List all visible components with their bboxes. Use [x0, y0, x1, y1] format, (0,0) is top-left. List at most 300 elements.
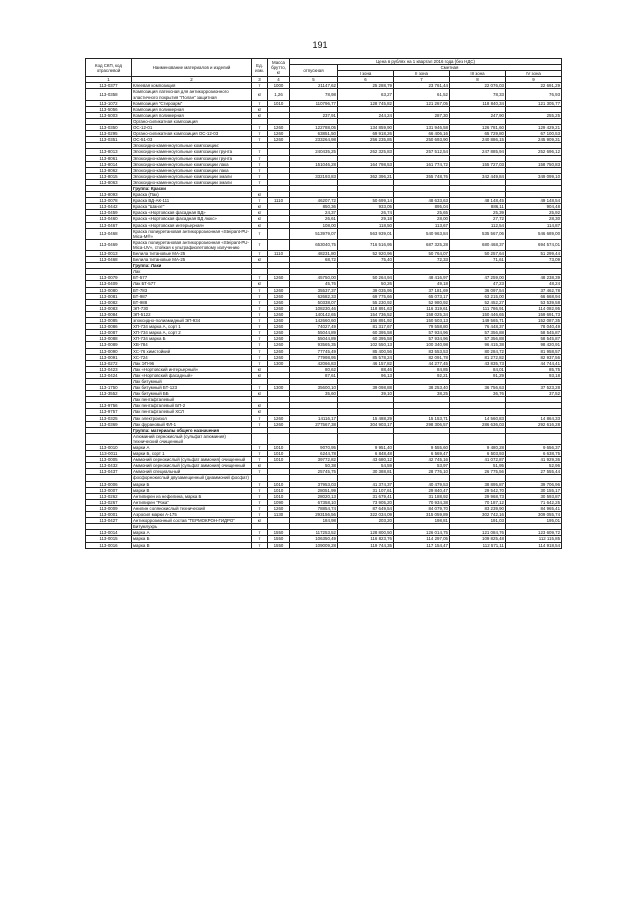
table-cell: 113-5056	[86, 106, 132, 112]
table-cell: 195,01	[506, 518, 562, 524]
table-cell: 113-0272	[86, 360, 132, 366]
table-cell	[290, 433, 338, 444]
table-cell: т	[252, 457, 268, 463]
table-cell: 158 750,83	[506, 161, 562, 167]
table-cell: 191,03	[450, 518, 506, 524]
header-unit: Ед. изм.	[252, 59, 268, 77]
table-cell: Эпоксидно-каменноугольные композиции эмали	[132, 179, 252, 185]
table-cell: кг	[252, 391, 268, 397]
table-cell: 563 939,01	[338, 228, 394, 239]
table-cell: 113-0091	[86, 354, 132, 360]
table-cell: 71,61	[450, 257, 506, 263]
table-cell: 60 395,58	[338, 336, 394, 342]
table-cell: 58 545,87	[506, 330, 562, 336]
table-cell: 113-0081	[86, 293, 132, 299]
table-cell: 1260	[268, 137, 290, 143]
table-cell: Композиция "Стироарм"	[132, 100, 252, 106]
table-cell: Лак пентафталевый ХСЛ	[132, 409, 252, 415]
table-cell: 48 238,39	[506, 275, 562, 281]
table-cell: 67 100,53	[506, 131, 562, 137]
table-cell: 47,23	[450, 281, 506, 287]
table-cell: 78854,74	[290, 505, 338, 511]
table-cell: 24,37	[290, 210, 338, 216]
table-cell: Лак пентафталевый	[132, 397, 252, 403]
table-cell: 113-8013	[86, 149, 132, 155]
table-cell: 9 656,37	[506, 445, 562, 451]
table-cell	[268, 433, 290, 444]
table-cell: Аэросил марки А-175	[132, 512, 252, 518]
table-cell: ХС-724	[132, 354, 252, 360]
table-cell: 653040,75	[290, 239, 338, 250]
table-cell: 113-0267	[86, 499, 132, 505]
table-row	[86, 228, 562, 239]
table-cell: 106350,49	[290, 536, 338, 542]
table-row	[86, 421, 562, 427]
table-cell: 73 905,20	[338, 499, 394, 505]
table-cell: т	[252, 299, 268, 305]
table-cell: 113-0089	[86, 342, 132, 348]
table-cell: кг	[252, 257, 268, 263]
table-row	[86, 161, 562, 167]
table-cell: 63 215,00	[450, 293, 506, 299]
table-cell: 70 934,38	[394, 499, 450, 505]
table-cell: ХС-76 химстойкий	[132, 348, 252, 354]
table-cell: 158 025,34	[394, 311, 450, 317]
table-cell: фосфорнокислый двузамещенный (диаммоний фосфат)	[132, 475, 252, 481]
table-cell: 83 239,90	[450, 505, 506, 511]
table-cell: кг	[252, 372, 268, 378]
table-cell: т	[252, 415, 268, 421]
table-cell: 57 934,96	[394, 330, 450, 336]
table-cell: 1260	[268, 293, 290, 299]
table-cell: 113-0377	[86, 83, 132, 89]
table-cell: Лак битумный БТ-123	[132, 385, 252, 391]
table-cell: 154 736,52	[338, 311, 394, 317]
table-cell: 39,10	[338, 391, 394, 397]
table-cell: 119 744,35	[338, 542, 394, 548]
table-cell: 126 014,75	[394, 530, 450, 536]
table-row	[86, 198, 562, 204]
table-cell: Композиция полимерная	[132, 106, 252, 112]
table-cell: 52,96	[506, 463, 562, 469]
table-cell: 71 642,25	[506, 499, 562, 505]
table-cell: 113-0078	[86, 198, 132, 204]
table-cell: 40 479,53	[394, 481, 450, 487]
table-cell: 113-9757	[86, 409, 132, 415]
table-cell: 117 154,47	[394, 542, 450, 548]
table-cell: Алюминий сернокислый (сульфат алюминия) технический очищенный	[132, 433, 252, 444]
table-cell: 77745,49	[290, 348, 338, 354]
table-cell: 1010	[268, 451, 290, 457]
table-cell: Антикоррозионный состав "ТЕРМОКРОН-ГИДРО"	[132, 518, 252, 524]
table-cell: ХВ-784	[132, 342, 252, 348]
table-cell: 247 885,94	[450, 149, 506, 155]
table-cell: т	[252, 125, 268, 131]
table-cell: 29 542,70	[450, 487, 506, 493]
table-cell: 113-0011	[86, 451, 132, 457]
table-cell: 245 909,31	[506, 137, 562, 143]
table-cell: Группа: материалы общего назначения	[132, 427, 252, 433]
table-cell: 48231,80	[290, 251, 338, 257]
table-cell	[252, 433, 268, 444]
table-cell: т	[252, 251, 268, 257]
table-cell: Лак «Нортовский интерьерный»	[132, 366, 252, 372]
table-cell: 535 567,06	[450, 228, 506, 239]
table-cell: 113-0090	[86, 348, 132, 354]
table-cell: 82 937,56	[506, 354, 562, 360]
table-cell	[394, 433, 450, 444]
table-cell: кг	[252, 222, 268, 228]
table-cell: кг	[252, 281, 268, 287]
table-cell: 45,76	[290, 281, 338, 287]
table-cell: 349 099,10	[506, 173, 562, 179]
table-cell: Лак битумный ББ	[132, 391, 252, 397]
table-cell: 9070,95	[290, 445, 338, 451]
table-cell: т	[252, 385, 268, 391]
table-cell: 151046,28	[290, 161, 338, 167]
table-cell: Краска полиуретановая антикоррозионная «Steipant-PU-Mica-M®»	[132, 228, 252, 239]
table-cell: 81 958,57	[506, 348, 562, 354]
table-cell: Композиция полимерная	[132, 112, 252, 118]
table-cell: т	[252, 469, 268, 475]
table-cell: 30 388,81	[338, 469, 394, 475]
table-cell: 113-0369	[86, 421, 132, 427]
table-cell: 184,98	[290, 518, 338, 524]
table-row	[86, 457, 562, 463]
table-cell: Белила титановые МА-25	[132, 257, 252, 263]
table-cell: 1550	[268, 530, 290, 536]
table-cell: 39 098,88	[338, 385, 394, 391]
table-cell: марки Б	[132, 481, 252, 487]
table-cell: 140142,65	[290, 311, 338, 317]
table-cell: 694 574,01	[506, 239, 562, 250]
table-cell	[506, 433, 562, 444]
table-cell: 1110	[268, 198, 290, 204]
table-cell: Антипирен из нефелина, марка Б	[132, 493, 252, 499]
table-row	[86, 222, 562, 228]
table-cell: т	[252, 330, 268, 336]
table-cell: марка В	[132, 542, 252, 548]
table-cell: 43 835,73	[450, 360, 506, 366]
table-cell: эпоксидно-полиамидный ЭП-934	[132, 318, 252, 324]
table-cell: 112,54	[450, 222, 506, 228]
table-cell: 113-0468	[86, 257, 132, 263]
table-cell: 257 512,54	[394, 149, 450, 155]
table-cell: 113-0014	[86, 530, 132, 536]
table-cell: 108,00	[290, 222, 338, 228]
table-cell: 37953,03	[290, 481, 338, 487]
table-cell: 113-0358	[86, 89, 132, 100]
price-table	[85, 58, 562, 549]
table-cell: т	[252, 83, 268, 89]
table-cell: 1300	[268, 385, 290, 391]
table-cell: 240 886,15	[450, 137, 506, 143]
table-cell: 237,91	[290, 112, 338, 118]
table-cell: т	[252, 348, 268, 354]
table-cell: 51,95	[450, 463, 506, 469]
table-cell: 304 903,17	[338, 421, 394, 427]
table-cell: 113-0086	[86, 324, 132, 330]
table-cell: 50 764,07	[394, 251, 450, 257]
table-cell: 113-0007	[86, 487, 132, 493]
table-cell: т	[252, 451, 268, 457]
table-cell: 109009,28	[290, 542, 338, 548]
table-cell: 48 148,45	[450, 198, 506, 204]
table-row	[86, 542, 562, 548]
table-cell: 57 356,88	[450, 336, 506, 342]
table-cell: Органо-силикатная композиция	[132, 118, 252, 124]
table-cell: 82 091,78	[394, 354, 450, 360]
table-cell: Клеевая композиция	[132, 83, 252, 89]
table-cell: 332193,83	[290, 173, 338, 179]
table-cell: марки Б, сорт 1	[132, 451, 252, 457]
table-cell: 37 181,69	[394, 287, 450, 293]
table-row	[86, 239, 562, 250]
table-cell: 113-9756	[86, 403, 132, 409]
table-cell: ХП-734 марка А, сорт 1	[132, 324, 252, 330]
table-cell: 27 555,44	[506, 469, 562, 475]
table-cell: 113-8015	[86, 173, 132, 179]
table-cell: 88,46	[338, 366, 394, 372]
table-cell: кг	[252, 463, 268, 469]
table-cell: БТ-988	[132, 299, 252, 305]
table-cell: Аммоний специальный	[132, 469, 252, 475]
table-cell: 78,33	[450, 89, 506, 100]
table-cell: марка Б	[132, 536, 252, 542]
table-cell: 687 325,28	[394, 239, 450, 250]
table-row	[86, 89, 562, 100]
table-cell: 76,93	[506, 89, 562, 100]
table-cell: 81 317,67	[338, 324, 394, 330]
table-cell: Краска полиуретановая антикоррозионная «Steipant-PU-Mica-UV», стойкая к ультрафиолетовому излучению	[132, 239, 252, 250]
table-cell: 113-0015	[86, 536, 132, 542]
table-cell: 113-0427	[86, 518, 132, 524]
table-cell: т	[252, 137, 268, 143]
table-cell: Анилин солянокислый технический	[132, 505, 252, 511]
table-cell: 113-0469	[86, 239, 132, 250]
table-row	[86, 505, 562, 511]
table-cell: 114 297,05	[394, 536, 450, 542]
table-cell: Краска ВД-АК-111	[132, 198, 252, 204]
table-cell: 42 745,16	[394, 457, 450, 463]
table-cell: 100 340,98	[394, 342, 450, 348]
table-cell: 70 187,12	[450, 499, 506, 505]
table-cell: 108230,46	[290, 305, 338, 311]
table-cell: 1260	[268, 336, 290, 342]
table-row	[86, 469, 562, 475]
table-cell: 292 616,28	[506, 421, 562, 427]
table-cell: 87,61	[290, 372, 338, 378]
table-cell: 67358,10	[290, 499, 338, 505]
table-cell: 117253,52	[290, 530, 338, 536]
table-cell: 26,74	[338, 210, 394, 216]
table-cell: 29 840,47	[394, 487, 450, 493]
table-cell: 250 693,90	[394, 137, 450, 143]
table-cell: кг	[252, 204, 268, 210]
table-cell: 28051,99	[290, 487, 338, 493]
table-cell: 342 449,84	[450, 173, 506, 179]
table-cell: 113-0468	[86, 228, 132, 239]
table-cell: 53,97	[394, 463, 450, 469]
table-cell: Лак битумный	[132, 378, 252, 384]
table-cell: 164 798,53	[338, 161, 394, 167]
header-code: Код СКП, код отраслевой	[86, 59, 132, 77]
table-cell: 113-0005	[86, 457, 132, 463]
header-zone-4: IV зона	[506, 71, 562, 77]
table-cell: 1260	[268, 324, 290, 330]
table-cell: 1010	[268, 481, 290, 487]
table-cell: Лак ЭП-96	[132, 360, 252, 366]
table-cell: 546 689,00	[506, 228, 562, 239]
table-cell: 75,40	[338, 257, 394, 263]
table-cell: 52 920,96	[338, 251, 394, 257]
table-cell: 1260	[268, 299, 290, 305]
table-cell: 50,26	[338, 281, 394, 287]
table-cell: 113-0013	[86, 251, 132, 257]
table-cell: 1110	[268, 251, 290, 257]
table-cell: 240435,25	[290, 149, 338, 155]
table-cell: марки А	[132, 445, 252, 451]
table-cell: 46207,72	[290, 198, 338, 204]
table-cell: 52 980,92	[394, 299, 450, 305]
table-cell: Эпоксидно-каменноугольные композиции грунта	[132, 149, 252, 155]
table-cell: т	[252, 354, 268, 360]
table-row	[86, 348, 562, 354]
table-cell: 111 786,91	[450, 305, 506, 311]
table-cell: Битумлухрь	[132, 524, 252, 530]
table-cell: 30 593,87	[506, 493, 562, 499]
table-cell: 298 306,57	[394, 421, 450, 427]
table-cell: Краска «Нортовская фасадная ВД»	[132, 210, 252, 216]
table-cell: 128 745,82	[338, 100, 394, 106]
table-row	[86, 131, 562, 137]
table-cell: Эпоксидно-каменноугольные композиции эмали	[132, 173, 252, 179]
table-cell: 113-0009	[86, 505, 132, 511]
table-cell: 129 429,21	[506, 125, 562, 131]
table-cell: 65 729,80	[450, 131, 506, 137]
table-cell: 69 918,26	[338, 131, 394, 137]
table-cell: 315 059,89	[394, 512, 450, 518]
table-cell: 41 374,37	[338, 481, 394, 487]
table-cell: 87 649,54	[338, 505, 394, 511]
table-cell: 84,01	[450, 366, 506, 372]
table-cell: 1010	[268, 445, 290, 451]
table-cell: 118 840,34	[450, 100, 506, 106]
table-cell: 113-0432	[86, 463, 132, 469]
table-cell: 247,90	[450, 112, 506, 118]
table-cell: Эпоксидно-каменноугольные композиции:	[132, 143, 252, 149]
table-cell: 113-0350	[86, 125, 132, 131]
table-cell: 30 155,17	[506, 487, 562, 493]
table-cell: 256 235,85	[338, 137, 394, 143]
table-cell: 113-1750	[86, 385, 132, 391]
table-cell: 1260	[268, 354, 290, 360]
table-cell: 92,21	[394, 372, 450, 378]
table-cell: 35537,37	[290, 287, 338, 293]
table-cell: т	[252, 536, 268, 542]
table-cell: 68,72	[290, 257, 338, 263]
table-cell: 55044,89	[290, 330, 338, 336]
table-cell: 203,20	[338, 518, 394, 524]
table-cell: т	[252, 324, 268, 330]
table-cell: 83 553,53	[394, 348, 450, 354]
table-cell: 113,67	[394, 222, 450, 228]
table-cell: 150 446,65	[450, 311, 506, 317]
table-cell: 293156,56	[290, 512, 338, 518]
table-cell: 25 288,79	[338, 83, 394, 89]
table-cell: 1260	[268, 287, 290, 293]
table-cell: 37 462,78	[506, 287, 562, 293]
table-cell: 39772,82	[290, 457, 338, 463]
table-cell: т	[252, 173, 268, 179]
table-cell: 47 259,00	[450, 275, 506, 281]
table-cell: т	[252, 228, 268, 239]
table-cell: 6 569,47	[394, 451, 450, 457]
table-cell: 62682,33	[290, 293, 338, 299]
table-cell: 25,39	[450, 210, 506, 216]
table-row	[86, 318, 562, 324]
table-cell: 53 539,58	[506, 299, 562, 305]
table-cell: т	[252, 493, 268, 499]
table-cell: 113-0467	[86, 222, 132, 228]
table-cell: 113-0460	[86, 216, 132, 222]
table-cell: т	[252, 149, 268, 155]
table-cell: 113-0088	[86, 336, 132, 342]
table-cell: 77998,95	[290, 354, 338, 360]
table-cell: 42066,83	[290, 360, 338, 366]
column-number: 5	[290, 77, 338, 83]
table-cell: 80 284,72	[450, 348, 506, 354]
column-number: 4	[268, 77, 290, 83]
table-cell: 150 503,13	[394, 318, 450, 324]
table-cell: 113-0351	[86, 137, 132, 143]
table-cell: 286 636,03	[450, 421, 506, 427]
table-cell: 69 775,66	[338, 293, 394, 299]
table-cell: 25745,75	[290, 469, 338, 475]
table-cell: т	[252, 499, 268, 505]
table-cell: 113-0084	[86, 311, 132, 317]
table-cell: т	[252, 530, 268, 536]
table-cell: 1010	[268, 457, 290, 463]
table-cell: т	[252, 360, 268, 366]
table-cell: т	[252, 421, 268, 427]
table-cell: 98 420,91	[506, 342, 562, 348]
table-cell: т	[252, 293, 268, 299]
table-cell: 113-0080	[86, 287, 132, 293]
table-cell: 1090	[268, 499, 290, 505]
table-cell: 28,30	[506, 216, 562, 222]
table-cell: 52 452,27	[450, 299, 506, 305]
table-cell: 29 968,73	[450, 493, 506, 499]
table-cell: 513979,07	[290, 228, 338, 239]
table-row	[86, 83, 562, 89]
table-cell: 1260	[268, 275, 290, 281]
table-cell: кг	[252, 112, 268, 118]
table-cell: 93565,35	[290, 342, 338, 348]
table-cell: 113-0409	[86, 281, 132, 287]
table-cell: 114 918,54	[506, 542, 562, 548]
table-cell: марки В	[132, 487, 252, 493]
table-cell: Аммоний сернокислый (сульфат аммония) очищенный	[132, 463, 252, 469]
table-row	[86, 173, 562, 179]
table-cell: 57 934,96	[394, 336, 450, 342]
table-cell: 933,05	[338, 204, 394, 210]
table-cell: 131 946,58	[394, 125, 450, 131]
header-zone-3: III зона	[450, 71, 506, 77]
table-cell: Эпоксидно-каменноугольные композиции грунта	[132, 155, 252, 161]
table-cell: 113-0442	[86, 204, 132, 210]
table-cell: 1260	[268, 415, 290, 421]
